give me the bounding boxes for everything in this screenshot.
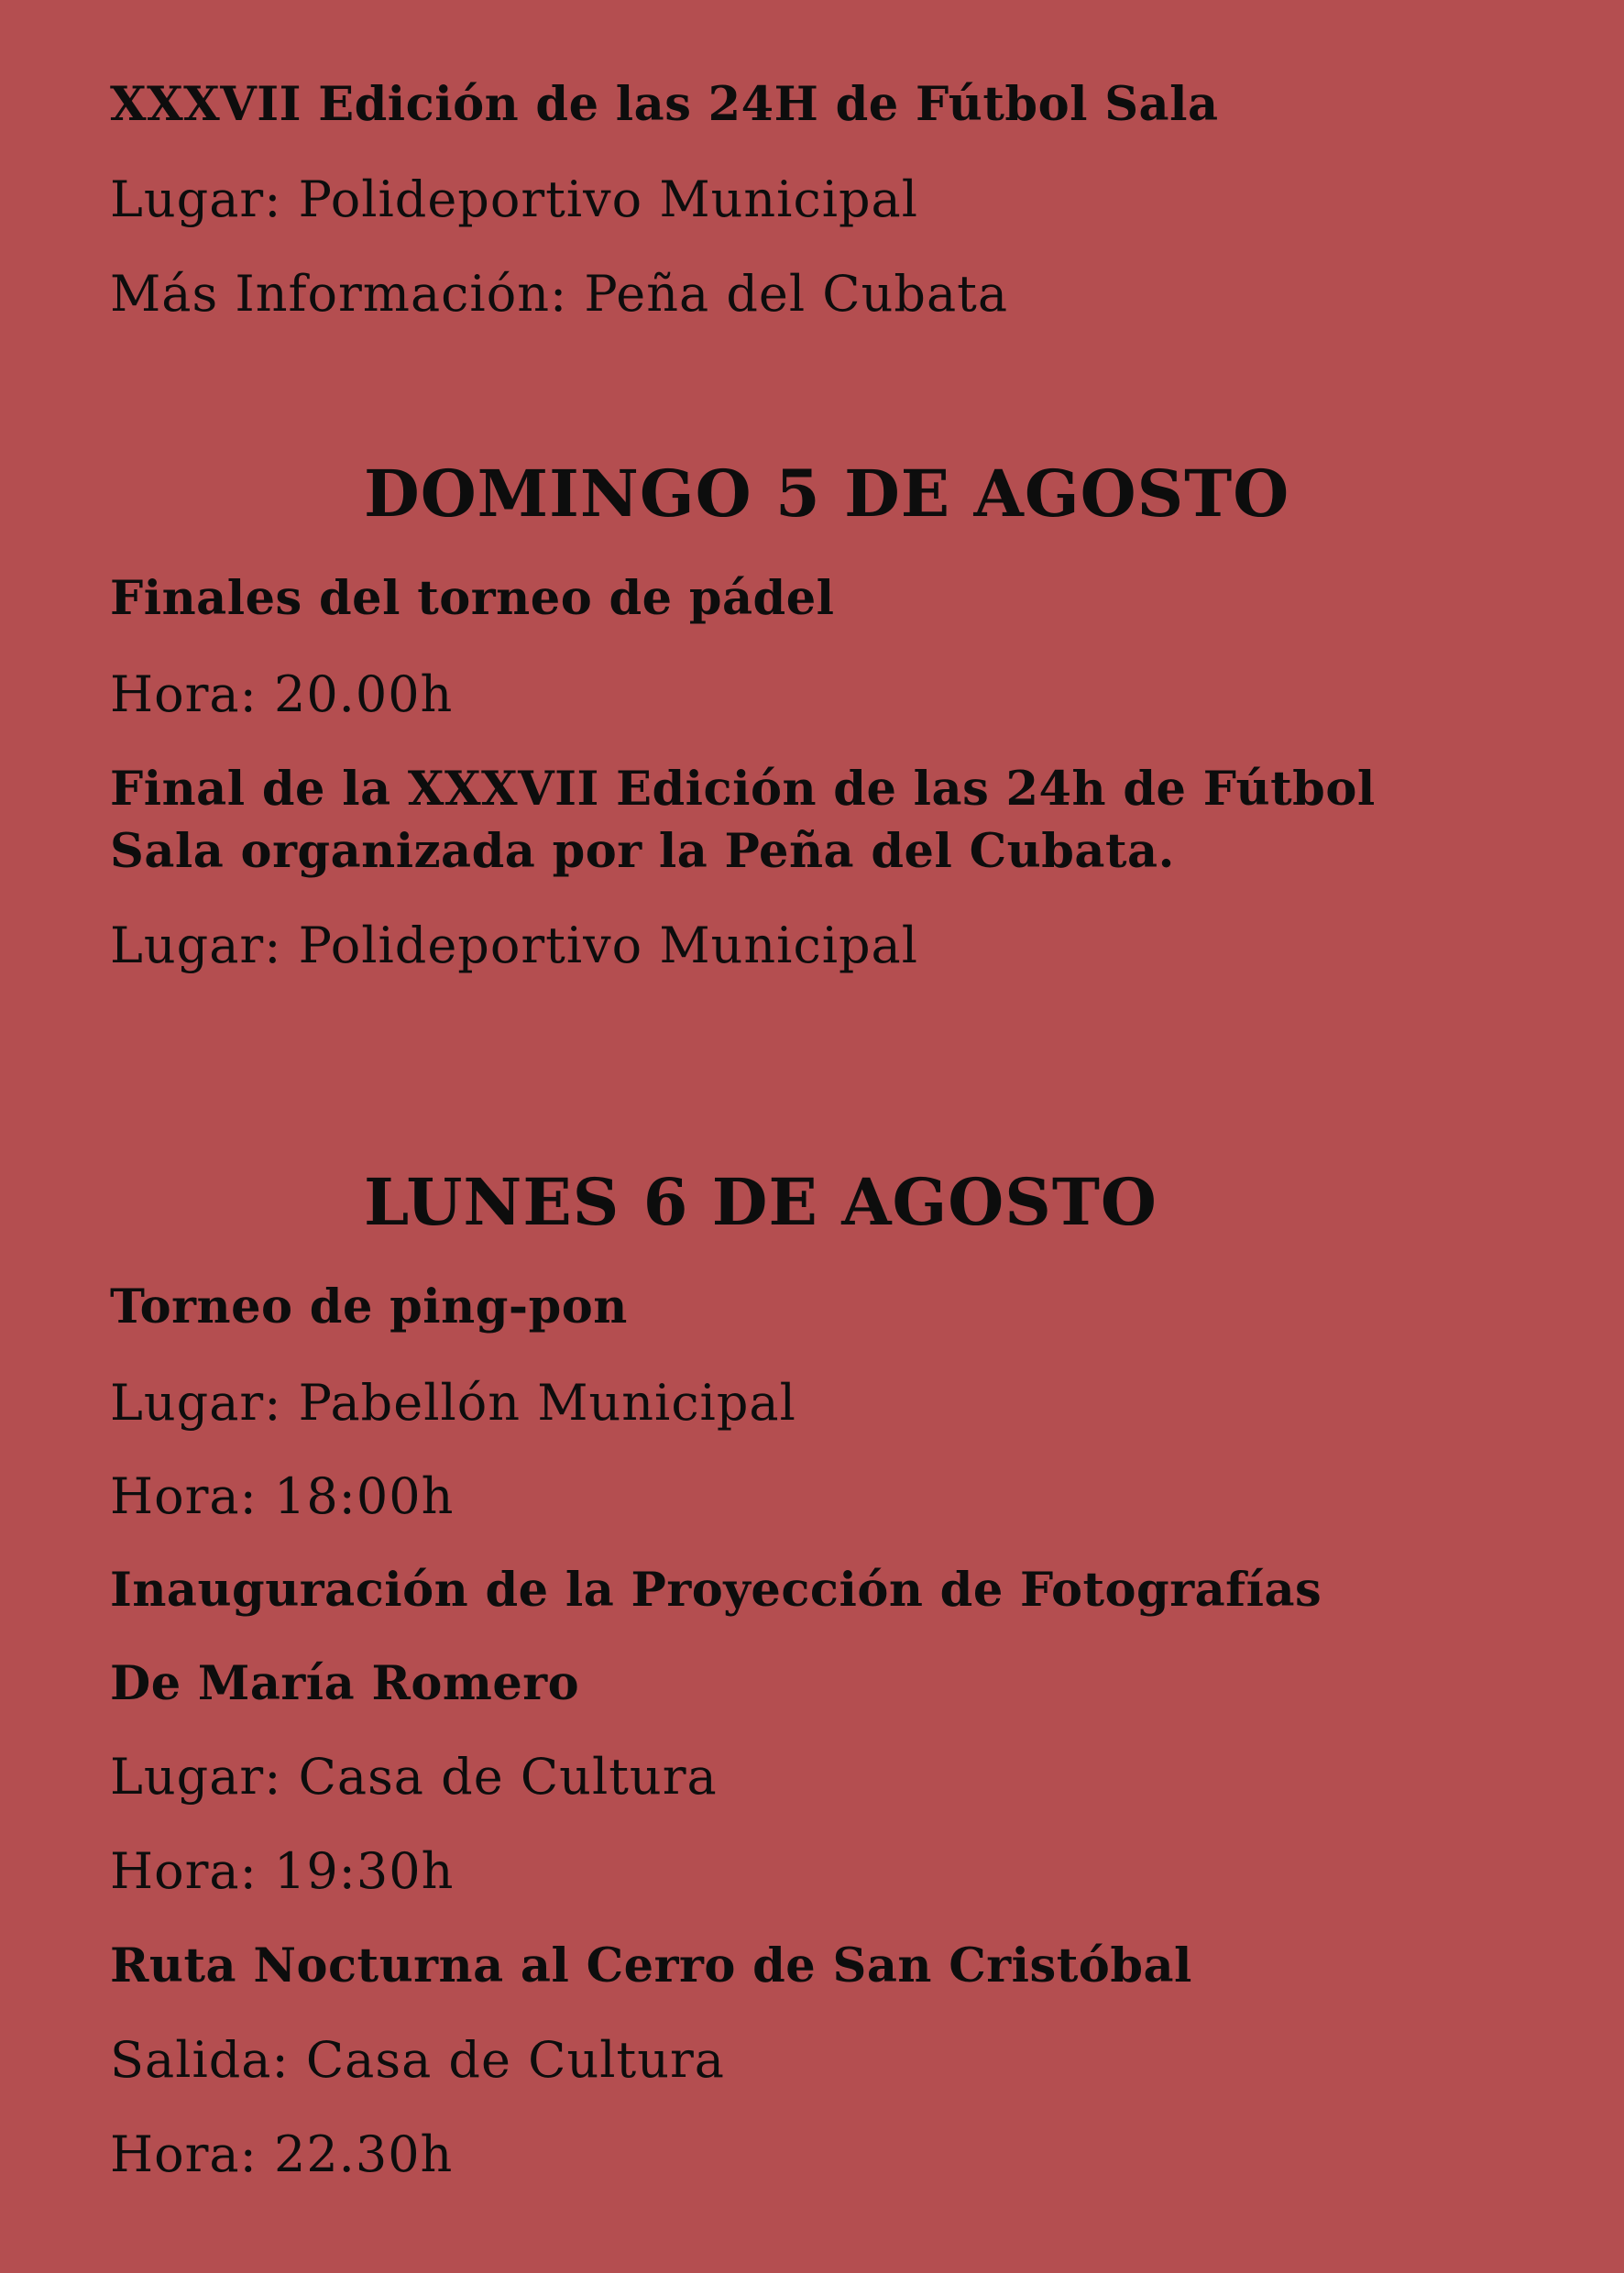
lunes-event3-time: Hora: 22.30h — [110, 2125, 454, 2183]
domingo-event1-title: Finales del torneo de pádel — [110, 571, 835, 626]
lunes-event2-title-line1: Inauguración de la Proyección de Fotografías — [110, 1563, 1322, 1618]
lunes-event1-title: Torneo de ping-pon — [110, 1279, 628, 1334]
intro-place: Lugar: Polideportivo Municipal — [110, 170, 919, 228]
lunes-event2-time: Hora: 19:30h — [110, 1842, 455, 1900]
domingo-event2-place: Lugar: Polideportivo Municipal — [110, 917, 919, 974]
domingo-event2-title-line1: Final de la XXXVII Edición de las 24h de Fútbol — [110, 762, 1376, 817]
lunes-event2-place: Lugar: Casa de Cultura — [110, 1748, 718, 1806]
domingo-heading: DOMINGO 5 DE AGOSTO — [364, 456, 1290, 532]
lunes-heading: LUNES 6 DE AGOSTO — [364, 1164, 1158, 1240]
domingo-event2-title-line2: Sala organizada por la Peña del Cubata. — [110, 824, 1175, 879]
domingo-event1-time: Hora: 20.00h — [110, 665, 454, 723]
intro-event-title: XXXVII Edición de las 24H de Fútbol Sala — [110, 77, 1219, 132]
intro-info: Más Información: Peña del Cubata — [110, 265, 1009, 323]
lunes-event2-title-line2: De María Romero — [110, 1656, 580, 1711]
lunes-event1-time: Hora: 18:00h — [110, 1467, 455, 1525]
lunes-event1-place: Lugar: Pabellón Municipal — [110, 1374, 796, 1432]
lunes-event3-title: Ruta Nocturna al Cerro de San Cristóbal — [110, 1938, 1192, 1993]
lunes-event3-place: Salida: Casa de Cultura — [110, 2031, 725, 2089]
